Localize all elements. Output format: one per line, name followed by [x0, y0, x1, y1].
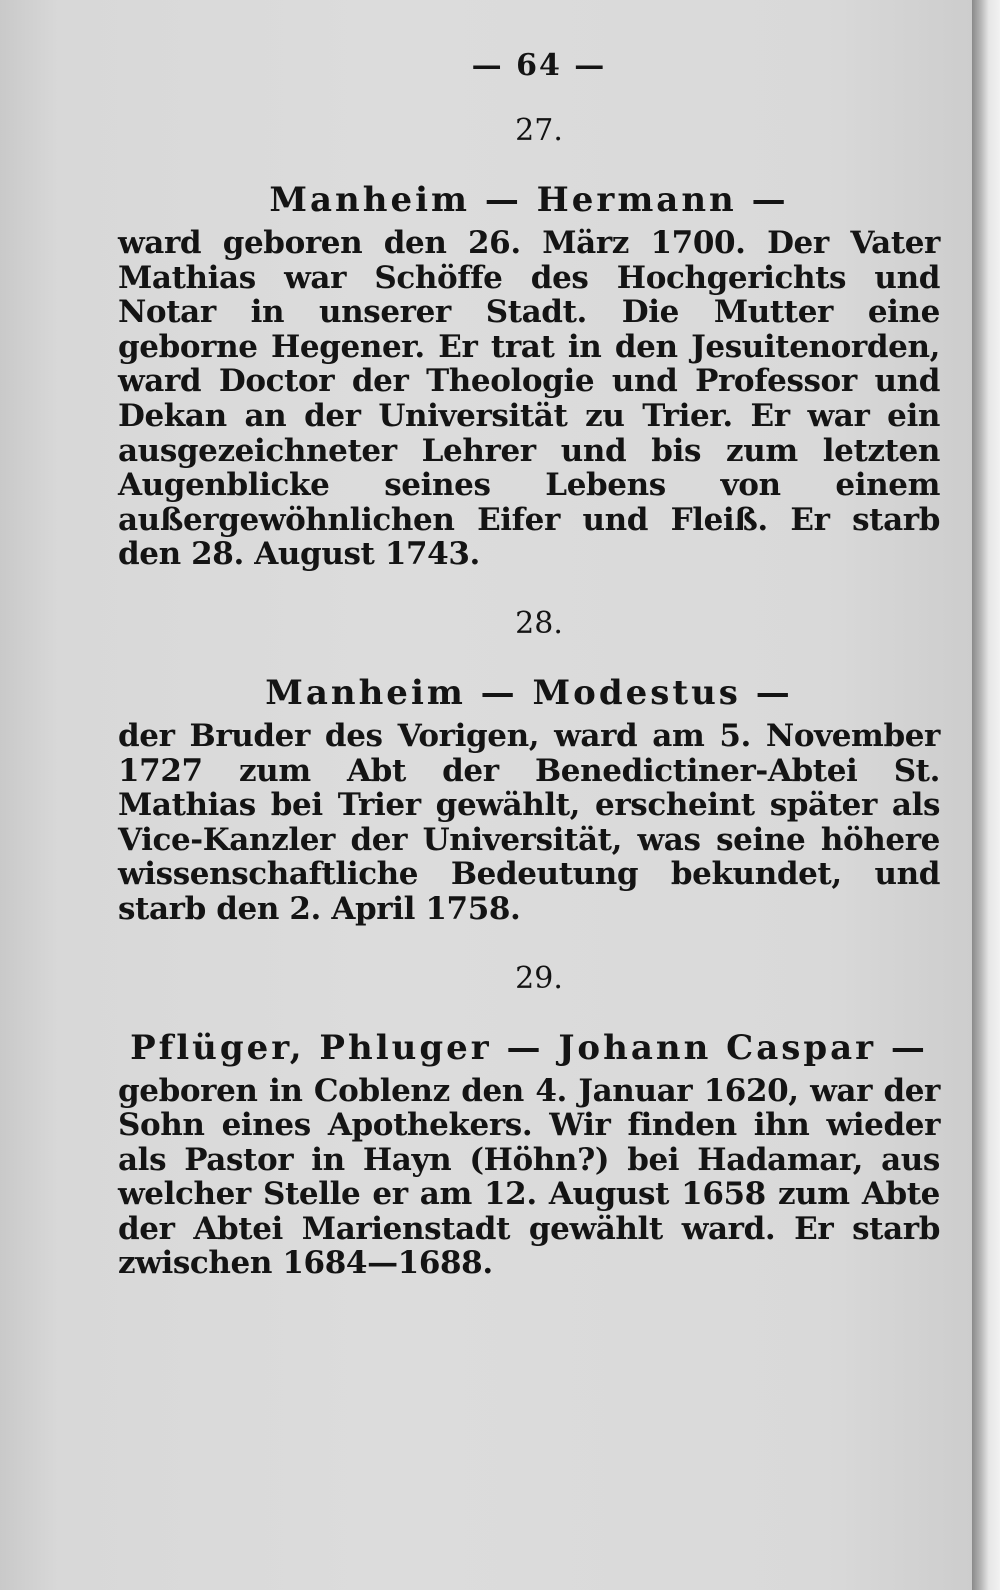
entry-number: 27.	[515, 113, 563, 148]
entry-heading: Manheim — Hermann —	[269, 180, 789, 220]
page-number: — 64 —	[471, 48, 607, 83]
book-gutter	[972, 0, 1000, 1590]
entry-heading: Manheim — Modestus —	[265, 672, 793, 713]
entry-27	[118, 113, 940, 572]
entry-number: 28.	[515, 605, 563, 641]
entry-body: der Bruder des Vorigen, ward am 5. November 1727 zum Abt der Benedictiner-Abtei St. Mathias bei Trier gewählt, erscheint später als Vice-Kanzler der Universität, was seine höhere wissenschaftliche Bedeutung bekundet, und starb den 2. April 1758.	[118, 717, 940, 927]
entry-body: geboren in Coblenz den 4. Januar 1620, war der Sohn eines Apothekers. Wir finden ihn wieder als Pastor in Hayn (Höhn?) bei Hadamar, aus welcher Stelle er am 12. August 1658 zum Abte der Abtei Marienstadt gewählt ward. Er starb zwischen 1684—1688.	[118, 1072, 940, 1282]
page-content	[118, 48, 940, 1281]
entry-28	[118, 606, 940, 927]
entry-29	[118, 961, 940, 1282]
entry-body: ward geboren den 26. März 1700. Der Vater Mathias war Schöffe des Hochgerichts und Notar in unserer Stadt. Die Mutter eine geborne Hegener. Er trat in den Jesuitenorden, ward Doctor der Theologie und Professor und Dekan an der Universität zu Trier. Er war ein ausgezeichneter Lehrer und bis zum letzten Augenblicke seines Lebens von einem außergewöhnlichen Eifer und Fleiß. Er starb den 28. August 1743.	[118, 225, 940, 573]
entry-heading: Pflüger, Phluger — Johann Caspar —	[130, 1027, 928, 1068]
entry-number: 29.	[515, 960, 563, 996]
